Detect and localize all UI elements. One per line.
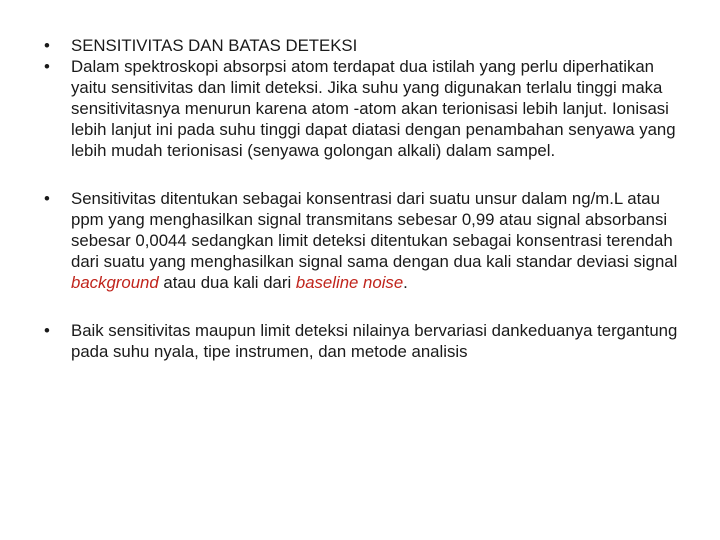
bullet-heading bbox=[44, 35, 684, 56]
bullet-marker: • bbox=[44, 321, 50, 340]
definition-text-end: . bbox=[403, 273, 408, 292]
bullet-intro bbox=[44, 56, 684, 161]
heading-text: SENSITIVITAS DAN BATAS DETEKSI bbox=[71, 36, 358, 55]
bullet-variation bbox=[44, 320, 684, 362]
definition-text: Sensitivitas ditentukan sebagai konsentrasi dari suatu unsur dalam ng/m.L atau ppm yang menghasilkan signal transmitans sebesar 0,99 atau signal absorbansi sebesar 0,0044 sedangkan limit deteksi ditentukan sebagai konsentrasi terendah dari suatu yang menghasilkan signal sama dengan dua kali standar deviasi signal bbox=[71, 189, 678, 271]
bullet-marker: • bbox=[44, 57, 50, 76]
bullet-marker: • bbox=[44, 189, 50, 208]
term-baseline-noise: baseline noise bbox=[295, 273, 404, 292]
intro-text: Dalam spektroskopi absorpsi atom terdapat dua istilah yang perlu diperhatikan yaitu sensitivitas dan limit deteksi. Jika suhu yang digunakan terlalu tinggi maka sensitivitasnya menurun karena atom -atom akan terionisasi lebih lanjut. Ionisasi lebih lanjut ini pada suhu tinggi dapat diatasi dengan penambahan senyawa yang lebih mudah terionisasi (senyawa golongan alkali) dalam sampel. bbox=[71, 57, 676, 160]
variation-text: Baik sensitivitas maupun limit deteksi nilainya bervariasi dankeduanya tergantung pada suhu nyala, tipe instrumen, dan metode analisis bbox=[71, 321, 678, 361]
bullet-definition bbox=[44, 188, 684, 293]
bullet-list bbox=[44, 35, 684, 362]
definition-text-middle: atau dua kali dari bbox=[163, 273, 292, 292]
bullet-marker: • bbox=[44, 36, 50, 55]
term-background: background bbox=[71, 273, 159, 292]
